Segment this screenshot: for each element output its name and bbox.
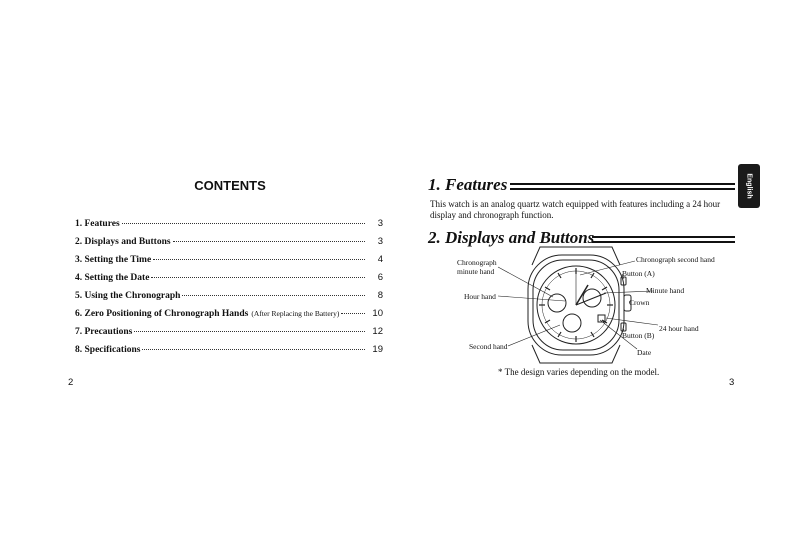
toc-entry-page: 3 (377, 218, 383, 229)
toc-entry-page: 19 (372, 344, 383, 355)
toc-entry-page: 4 (377, 254, 383, 265)
callout-hour-hand: Hour hand (464, 292, 496, 301)
toc-entry-label: 5. Using the Chronograph (75, 291, 181, 301)
design-note: * The design varies depending on the model. (498, 367, 660, 377)
toc-entry-page: 12 (372, 326, 383, 337)
toc-leader-dots (182, 295, 365, 296)
toc-entry-label: 7. Precautions (75, 327, 133, 337)
callout-line: Chronograph (457, 258, 497, 267)
toc-leader-dots (142, 349, 365, 350)
language-tab-label: English (745, 173, 753, 199)
features-text-line-1: This watch is an analog quartz watch equipped with features including a 24 hour (430, 199, 721, 209)
features-heading: 1. Features (428, 175, 508, 194)
features-text-line-2: display and chronograph function. (430, 210, 554, 220)
toc-entry-page: 3 (377, 236, 383, 247)
left-page-number: 2 (68, 377, 74, 388)
toc-entry-using-the-chronograph[interactable] (75, 290, 383, 308)
toc-leader-dots (173, 241, 365, 242)
callout-minute-hand: Minute hand (646, 286, 685, 295)
toc-entry-label: 1. Features (75, 219, 120, 229)
right-page-number: 3 (729, 377, 735, 388)
features-heading-rule (510, 183, 735, 190)
toc-entry-zero-positioning[interactable] (75, 308, 383, 326)
toc-entry-setting-the-time[interactable] (75, 254, 383, 272)
toc-entry-label: 8. Specifications (75, 345, 141, 355)
callout-date: Date (637, 348, 652, 357)
left-subdial (548, 294, 566, 312)
callout-chronograph-second-hand: Chronograph second hand (636, 255, 715, 264)
callout-button-b: Button (B) (622, 331, 655, 340)
toc-entry-setting-the-date[interactable] (75, 272, 383, 290)
toc-leader-dots (153, 259, 365, 260)
minute-hand (576, 293, 606, 305)
toc-leader-dots (122, 223, 365, 224)
toc-entry-page: 6 (377, 272, 383, 283)
toc-entry-note: (After Replacing the Battery) (251, 309, 340, 318)
lower-left-lug (532, 345, 580, 363)
contents-title: CONTENTS (194, 178, 266, 193)
toc-entry-label: 3. Setting the Time (75, 255, 152, 265)
toc-leader-dots (134, 331, 365, 332)
callout-second-hand: Second hand (469, 342, 508, 351)
bottom-subdial (563, 314, 581, 332)
toc-entry-features[interactable] (75, 218, 383, 236)
toc-entry-precautions[interactable] (75, 326, 383, 344)
displays-heading: 2. Displays and Buttons (428, 228, 595, 247)
upper-left-lug (532, 247, 580, 265)
callout-line: minute hand (457, 267, 495, 276)
language-tab (738, 164, 760, 208)
table-of-contents (75, 218, 383, 362)
toc-entry-label: 6. Zero Positioning of Chronograph Hands (75, 309, 249, 319)
displays-heading-rule (592, 236, 735, 243)
callout-crown: Crown (629, 298, 650, 307)
callout-chronograph-minute-hand (457, 258, 497, 276)
toc-entry-page: 10 (372, 308, 383, 319)
toc-entry-specifications[interactable] (75, 344, 383, 362)
toc-entry-page: 8 (377, 290, 383, 301)
callout-24-hour-hand: 24 hour hand (659, 324, 699, 333)
features-text (430, 199, 720, 221)
toc-leader-dots (341, 313, 365, 314)
toc-entry-label: 4. Setting the Date (75, 273, 150, 283)
toc-entry-label: 2. Displays and Buttons (75, 237, 171, 247)
toc-entry-displays-and-buttons[interactable] (75, 236, 383, 254)
toc-leader-dots (151, 277, 365, 278)
callout-button-a: Button (A) (622, 269, 655, 278)
